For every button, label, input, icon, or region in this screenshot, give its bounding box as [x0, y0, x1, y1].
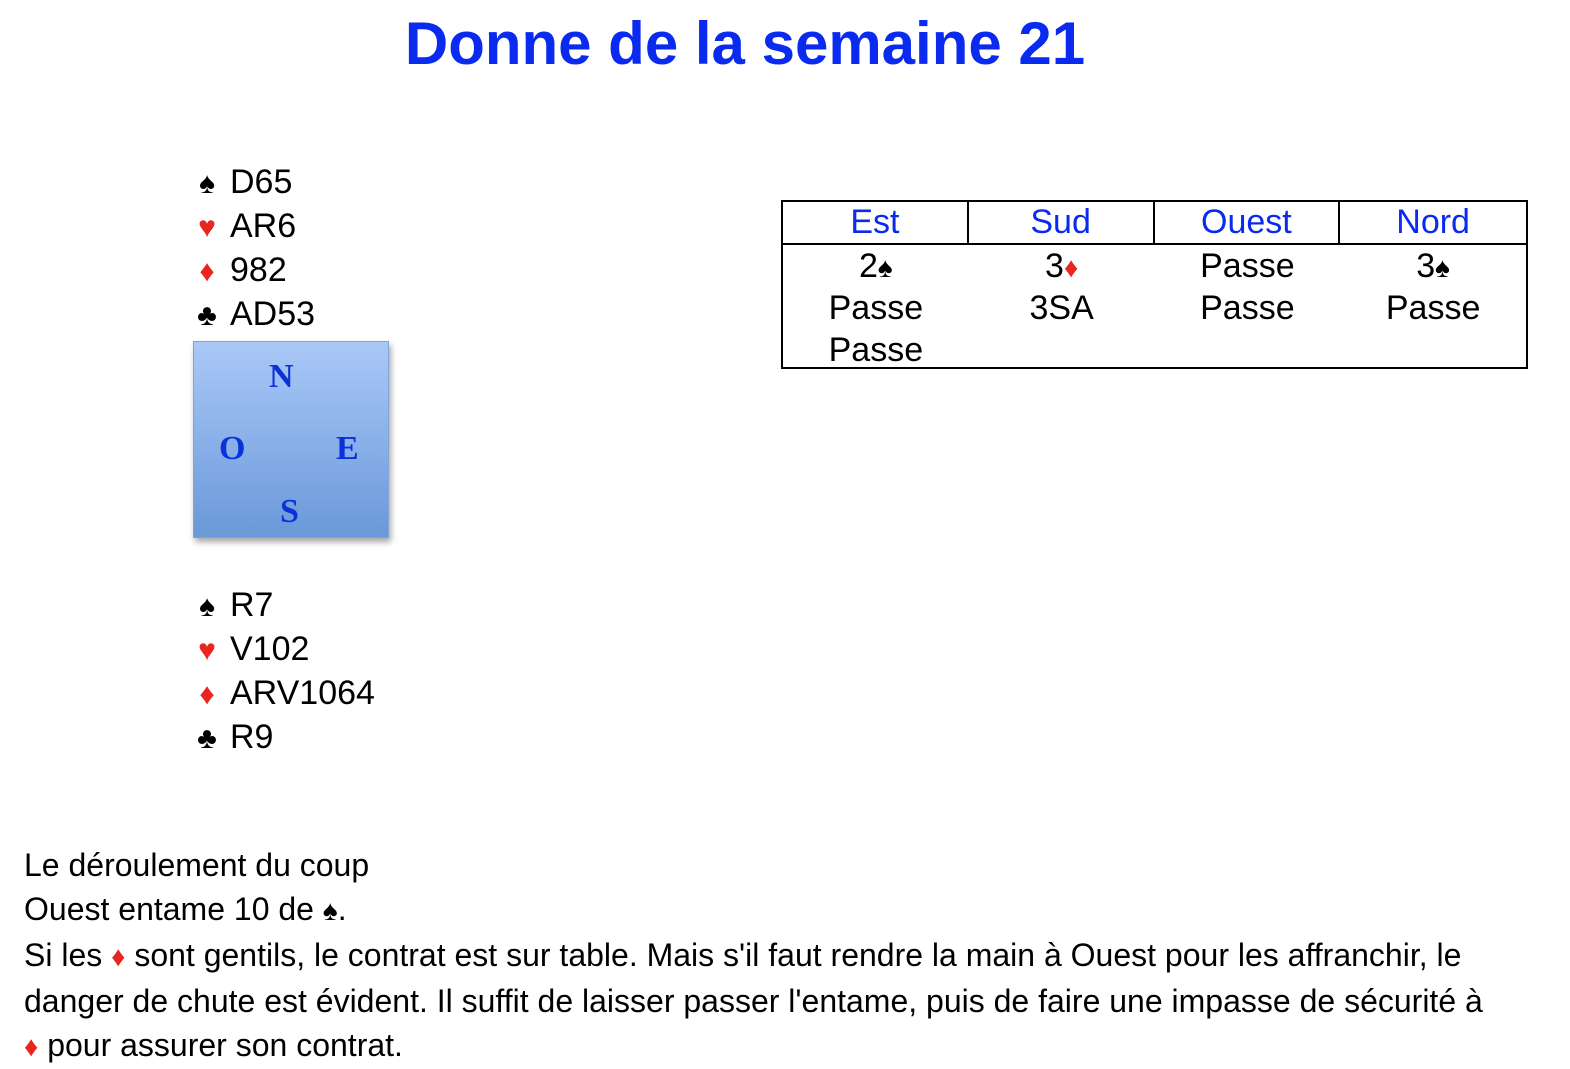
south-spades-row: [192, 583, 375, 627]
heart-icon: ♥: [198, 634, 216, 667]
heart-icon: ♥: [198, 211, 216, 244]
bid-cell: [969, 245, 1155, 287]
bidding-body: [783, 245, 1526, 371]
description-lead: [24, 887, 1504, 933]
bidding-column-ouest: [1155, 245, 1341, 371]
bidding-header-est: Est: [783, 202, 969, 243]
bidding-header-nord: Nord: [1396, 203, 1470, 241]
north-spades-row: [192, 160, 315, 204]
diamond-icon: ♦: [199, 255, 215, 288]
diamond-icon: ♦: [199, 678, 215, 711]
north-diamonds-row: [192, 248, 315, 292]
diamond-icon: ♦: [1063, 252, 1079, 283]
bidding-header-ouest: Ouest: [1155, 202, 1341, 243]
bid-cell: [783, 245, 969, 287]
compass-south-label: S: [280, 493, 299, 530]
para-end: pour assurer son contrat.: [47, 1027, 403, 1063]
north-clubs-row: [192, 292, 315, 336]
bid-level: 2: [858, 247, 878, 285]
bid-cell: Passe: [1385, 289, 1481, 327]
bid-cell: Passe: [1200, 289, 1295, 327]
spade-icon: ♠: [877, 252, 893, 283]
south-clubs-row: [192, 715, 375, 759]
lead-text: Ouest entame 10 de: [24, 891, 314, 927]
description-paragraph: [24, 933, 1494, 1069]
spade-icon: ♠: [322, 895, 338, 926]
bidding-column-est: [783, 245, 969, 371]
lead-end: .: [337, 891, 347, 927]
compass-east-label: E: [336, 430, 359, 467]
bidding-column-sud: [969, 245, 1155, 371]
south-diamonds-row: [192, 671, 375, 715]
bidding-header-sud: Sud: [969, 202, 1155, 243]
bidding-table: [781, 200, 1528, 369]
club-icon: ♣: [197, 722, 217, 755]
bidding-column-nord: [1340, 245, 1526, 371]
club-icon: ♣: [197, 299, 217, 332]
page-title: Donne de la semaine 21: [404, 10, 1086, 77]
south-clubs: R9: [230, 718, 274, 756]
diamond-icon: ♦: [24, 1031, 39, 1062]
spade-icon: ♠: [199, 167, 215, 200]
bid-cell: [1340, 245, 1526, 287]
spade-icon: ♠: [1435, 252, 1451, 283]
compass-box: [193, 341, 389, 538]
bid-cell: 3SA: [1029, 289, 1094, 327]
north-diamonds: 982: [230, 251, 287, 289]
bid-level: 3: [1416, 247, 1436, 285]
south-hearts-row: [192, 627, 375, 671]
south-diamonds: ARV1064: [230, 674, 375, 712]
north-clubs: AD53: [230, 295, 316, 333]
south-spades: R7: [230, 586, 274, 624]
compass-west-label: O: [219, 430, 246, 467]
description-heading: Le déroulement du coup: [24, 847, 370, 883]
play-description: [24, 843, 1504, 1069]
north-hand: [192, 160, 315, 336]
bid-cell: Passe: [828, 289, 924, 327]
north-spades: D65: [230, 163, 293, 201]
bidding-header-row: [783, 202, 1526, 245]
spade-icon: ♠: [199, 590, 215, 623]
north-hearts: AR6: [230, 207, 297, 245]
bid-level: 3: [1045, 247, 1064, 285]
bid-cell: Passe: [1200, 247, 1295, 285]
diamond-icon: ♦: [111, 941, 126, 972]
compass-north-label: N: [269, 358, 294, 395]
para-middle: sont gentils, le contrat est sur table. Mais s'il faut rendre la main à Ouest pour les affranchir, le danger de chute est évident. Il suffit de laisser passer l'entame, puis de faire une impasse de sécurité à: [24, 937, 1483, 1019]
south-hand: [192, 583, 375, 759]
para-start: Si les: [24, 937, 103, 973]
north-hearts-row: [192, 204, 315, 248]
bid-cell: Passe: [828, 331, 924, 369]
south-hearts: V102: [230, 630, 310, 668]
